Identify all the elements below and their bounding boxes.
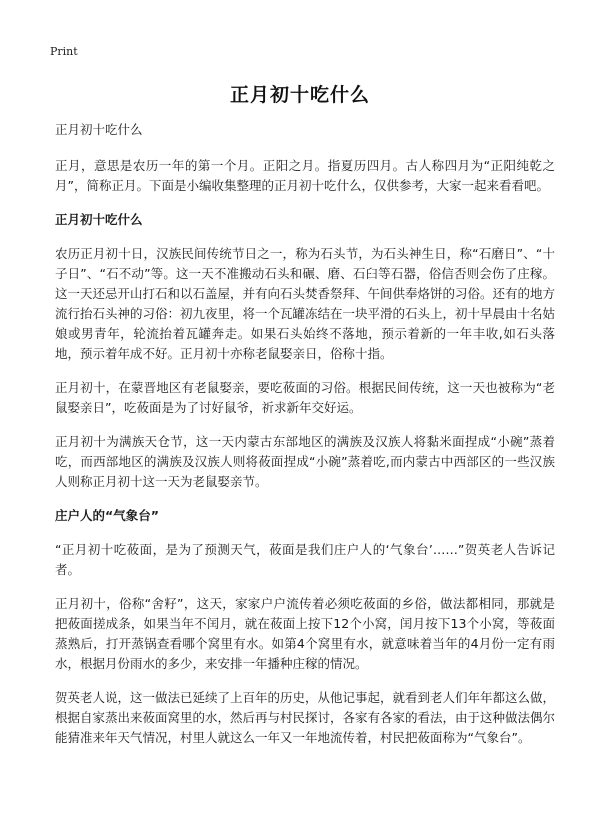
paragraph-history: 贺英老人说，这一做法已延续了上百年的历史，从他记事起，就看到老人们年年都这么做，根据自家蒸出来莜面窝里的水，然后再与村民探讨，各家有各家的看法，由于这种做法偶尔能猜准来年天气情况，村里人就这么一年又一年地流传着，村民把莜面称为“气象台”。	[55, 690, 556, 745]
section-heading-what-to-eat: 正月初十吃什么	[55, 212, 143, 227]
print-link[interactable]: Print	[50, 45, 78, 58]
paragraph-sheziz-custom: 正月初十，俗称“舍籽”，这天，家家户户流传着必须吃莜面的乡俗，做法都相同，那就是把莜面搓成条，如果当年不闰月，就在莜面上按下12个小窝，闰月按下13个小窝，等莜面蒸熟后，打开蒸锅查看哪个窝里有水。如第4个窝里有水，就意味着当年的4月份一定有雨水，根据月份雨水的多少，来安排一年播种庄稼的情况。	[55, 596, 555, 671]
paragraph-granary-festival: 正月初十为满族天仓节，这一天内蒙古东部地区的满族及汉族人将黏米面捏成“小碗”蒸着吃，而西部地区的满族及汉族人则将莜面捏成“小碗”蒸着吃,而内蒙古中西部区的一些汉族人则称正月初十这一天为老鼠娶亲节。	[55, 434, 555, 489]
paragraph-mouse-wedding: 正月初十，在蒙晋地区有老鼠娶亲，要吃莜面的习俗。根据民间传统，这一天也被称为“老鼠娶亲日”，吃莜面是为了讨好鼠爷，祈求新年交好运。	[55, 380, 555, 415]
paragraph-stone-festival: 农历正月初十日，汉族民间传统节日之一，称为石头节，为石头神生日，称“石磨日”、“十子日”、“石不动”等。这一天不准搬动石头和碾、磨、石臼等石器，俗信否则会伤了庄稼。这一天还忌开山打石和以石盖屋，并有向石头焚香祭拜、午间供奉烙饼的习俗。还有的地方流行抬石头神的习俗：初九夜里，将一个瓦罐冻结在一块平滑的石头上，初十早晨由十名姑娘或男青年，轮流抬着瓦罐奔走。如果石头始终不落地，预示着新的一年丰收,如石头落地，预示着年成不好。正月初十亦称老鼠娶亲日，俗称十指。	[55, 246, 556, 361]
article-body	[55, 120, 555, 762]
section-heading-weather-station: 庄户人的“气象台”	[55, 508, 159, 523]
intro-paragraph: 正月，意思是农历一年的第一个月。正阳之月。指夏历四月。古人称四月为“正阳纯乾之月”，简称正月。下面是小编收集整理的正月初十吃什么，仅供参考，大家一起来看看吧。	[55, 158, 555, 193]
article-subtitle: 正月初十吃什么	[55, 122, 143, 137]
paragraph-quote: “正月初十吃莜面，是为了预测天气，莜面是我们庄户人的‘气象台’……”贺英老人告诉记者。	[55, 542, 555, 577]
page-title: 正月初十吃什么	[229, 84, 370, 106]
